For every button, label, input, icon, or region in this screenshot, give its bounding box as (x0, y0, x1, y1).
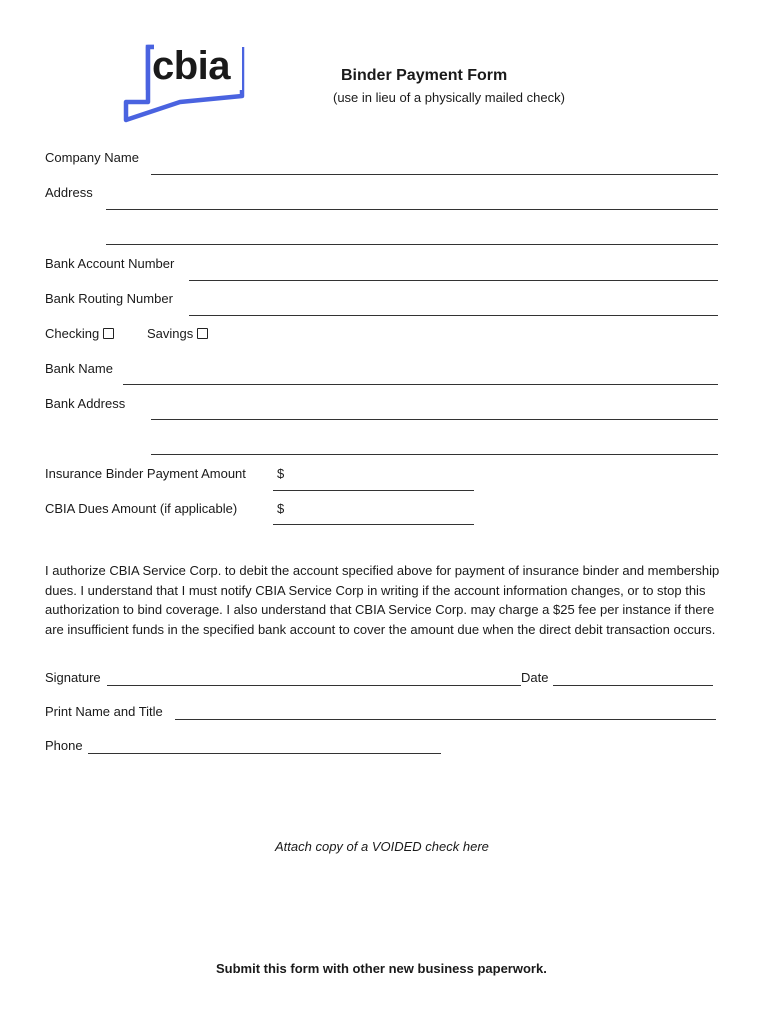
bank-routing-number-field[interactable] (189, 315, 718, 316)
savings-label: Savings (147, 326, 194, 341)
checking-checkbox[interactable] (103, 328, 114, 339)
bank-name-field[interactable] (123, 384, 718, 385)
date-field[interactable] (553, 685, 713, 686)
company-name-field[interactable] (151, 174, 718, 175)
bank-address-field-line-1[interactable] (151, 419, 718, 420)
cbia-logo (118, 40, 253, 125)
bank-address-field-line-2[interactable] (151, 454, 718, 455)
dues-amount-label: CBIA Dues Amount (if applicable) (45, 501, 238, 516)
company-name-label: Company Name (45, 150, 139, 165)
checking-option[interactable] (45, 326, 114, 342)
address-label: Address (45, 185, 93, 200)
address-field-line-2[interactable] (106, 244, 718, 245)
bank-account-number-label: Bank Account Number (45, 256, 175, 271)
binder-amount-label: Insurance Binder Payment Amount (45, 466, 246, 481)
checking-label: Checking (45, 326, 100, 341)
binder-amount-field[interactable] (273, 490, 474, 491)
form-subtitle: (use in lieu of a physically mailed check) (333, 90, 565, 105)
address-field-line-1[interactable] (106, 209, 718, 210)
signature-label: Signature (45, 670, 101, 685)
print-name-field[interactable] (175, 719, 716, 720)
voided-check-note: Attach copy of a VOIDED check here (275, 839, 489, 854)
savings-option[interactable] (147, 326, 208, 342)
phone-field[interactable] (88, 753, 441, 754)
bank-address-label: Bank Address (45, 396, 126, 411)
signature-field[interactable] (107, 685, 521, 686)
bank-account-number-field[interactable] (189, 280, 718, 281)
dues-amount-field[interactable] (273, 524, 474, 525)
submit-instructions: Submit this form with other new business paperwork. (216, 961, 547, 976)
authorization-text: I authorize CBIA Service Corp. to debit the account specified above for payment of insurance binder and membership dues. I understand that I must notify CBIA Service Corp in writing if the account information changes, or to stop this authorization to bind coverage. I also understand that CBIA Service Corp. may charge a $25 fee per instance if there are insufficient funds in the specified bank account to cover the amount due when the direct debit transaction occurs. (45, 563, 720, 637)
bank-name-label: Bank Name (45, 361, 113, 376)
binder-amount-currency: $ (277, 466, 285, 481)
dues-amount-currency: $ (277, 501, 285, 516)
form-title: Binder Payment Form (341, 67, 508, 84)
date-label: Date (521, 670, 549, 685)
logo-text: cbia (152, 44, 231, 88)
savings-checkbox[interactable] (197, 328, 208, 339)
print-name-label: Print Name and Title (45, 704, 163, 719)
phone-label: Phone (45, 738, 83, 753)
bank-routing-number-label: Bank Routing Number (45, 291, 173, 306)
